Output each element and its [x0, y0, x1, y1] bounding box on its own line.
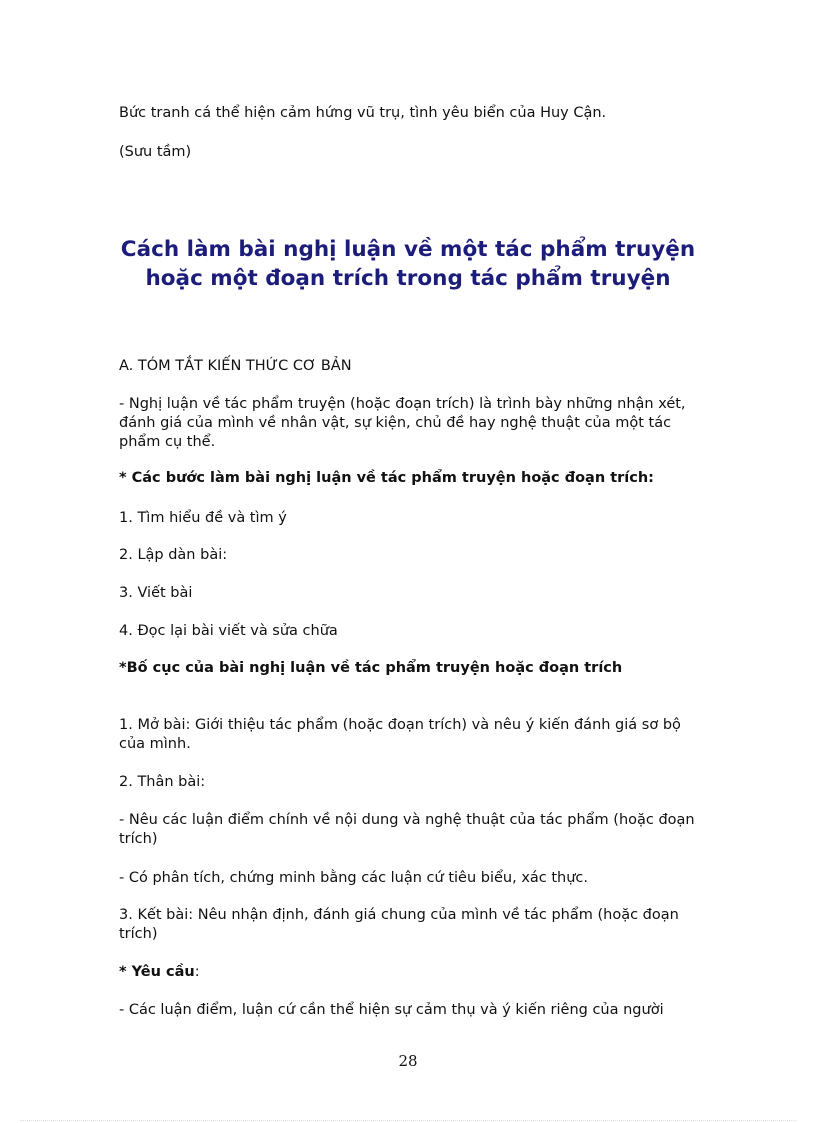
- section-heading: A. TÓM TẮT KIẾN THỨC CƠ BẢN: [119, 358, 352, 374]
- step-item-3: 3. Viết bài: [119, 585, 193, 601]
- definition-paragraph: - Nghị luận về tác phẩm truyện (hoặc đoạn trích) là trình bày những nhận xét, đánh giá của mình về nhân vật, sự kiện, chủ đề hay nghệ thuật của một tác phẩm cụ thể.: [119, 396, 686, 450]
- step-item-4: 4. Đọc lại bài viết và sửa chữa: [119, 623, 338, 639]
- layout-body-point-1: - Nêu các luận điểm chính về nội dung và nghệ thuật của tác phẩm (hoặc đoạn trích): [119, 812, 695, 847]
- title-line-2: hoặc một đoạn trích trong tác phẩm truyện: [145, 266, 671, 291]
- page-title: [100, 235, 716, 293]
- layout-conclusion: 3. Kết bài: Nêu nhận định, đánh giá chung của mình về tác phẩm (hoặc đoạn trích): [119, 907, 679, 942]
- requirements-colon: :: [194, 964, 200, 980]
- requirements-heading: [119, 963, 704, 982]
- requirements-label: * Yêu cầu: [119, 964, 195, 980]
- step-item-1: 1. Tìm hiểu đề và tìm ý: [119, 510, 287, 526]
- layout-body-label: 2. Thân bài:: [119, 774, 206, 790]
- page-bottom-divider: [20, 1120, 796, 1121]
- layout-intro: 1. Mở bài: Giới thiệu tác phẩm (hoặc đoạn trích) và nêu ý kiến đánh giá sơ bộ của mình.: [119, 717, 681, 752]
- source-note: (Sưu tầm): [119, 144, 192, 160]
- layout-heading: *Bố cục của bài nghị luận về tác phẩm truyện hoặc đoạn trích: [119, 660, 623, 676]
- page-number: 28: [398, 1052, 418, 1070]
- layout-body-point-2: - Có phân tích, chứng minh bằng các luận cứ tiêu biểu, xác thực.: [119, 870, 589, 886]
- steps-heading: * Các bước làm bài nghị luận về tác phẩm truyện hoặc đoạn trích:: [119, 470, 654, 486]
- intro-sentence: Bức tranh cá thể hiện cảm hứng vũ trụ, tình yêu biển của Huy Cận.: [119, 105, 607, 121]
- title-line-1: Cách làm bài nghị luận về một tác phẩm truyện: [120, 237, 696, 262]
- step-item-2: 2. Lập dàn bài:: [119, 547, 228, 563]
- requirements-point-1: - Các luận điểm, luận cứ cần thể hiện sự cảm thụ và ý kiến riêng của người: [119, 1002, 664, 1018]
